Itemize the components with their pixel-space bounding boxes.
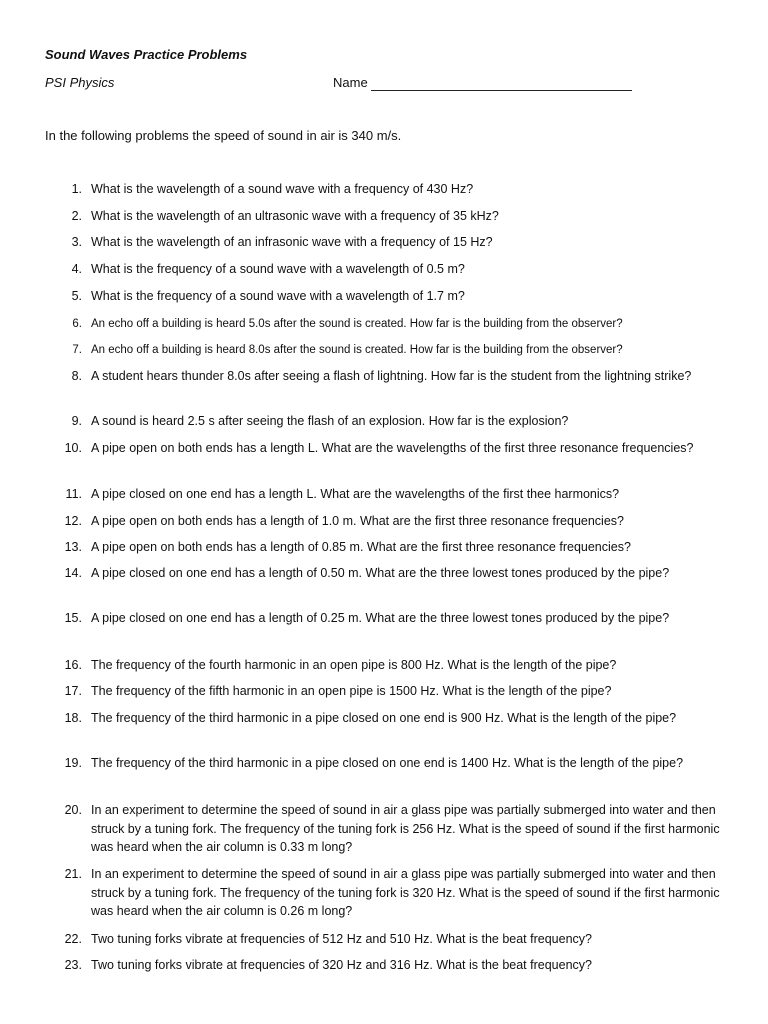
question-text: A pipe closed on one end has a length of 0.50 m. What are the three lowest tones produced by the pipe? xyxy=(91,566,670,580)
name-blank-line xyxy=(371,90,632,91)
question-text: The frequency of the third harmonic in a pipe closed on one end is 900 Hz. What is the length of the pipe? xyxy=(91,711,677,725)
question-text: A pipe closed on one end has a length of 0.25 m. What are the three lowest tones produced by the pipe? xyxy=(91,611,670,625)
question-text: The frequency of the fifth harmonic in an open pipe is 1500 Hz. What is the length of the pipe? xyxy=(91,684,612,698)
question-text: A pipe closed on one end has a length L. What are the wavelengths of the first thee harmonics? xyxy=(91,487,620,501)
question-number: 7. xyxy=(72,344,82,356)
question-number: 21. xyxy=(64,867,82,881)
intro-text: In the following problems the speed of sound in air is 340 m/s. xyxy=(45,128,402,143)
question-number: 20. xyxy=(64,803,82,817)
question-number: 17. xyxy=(64,684,82,698)
question-text: The frequency of the third harmonic in a pipe closed on one end is 1400 Hz. What is the length of the pipe? xyxy=(91,756,684,770)
question-number: 2. xyxy=(71,209,82,223)
question-text: What is the frequency of a sound wave with a wavelength of 0.5 m? xyxy=(91,262,465,276)
question-number: 6. xyxy=(72,318,82,330)
question-text: A pipe open on both ends has a length of 1.0 m. What are the first three resonance frequencies? xyxy=(91,514,624,528)
question-text: What is the frequency of a sound wave with a wavelength of 1.7 m? xyxy=(91,289,465,303)
question-number: 10. xyxy=(64,441,82,455)
question-number: 11. xyxy=(65,487,82,501)
question-text: An echo off a building is heard 8.0s after the sound is created. How far is the building from the observer? xyxy=(91,344,623,356)
question-text: Two tuning forks vibrate at frequencies of 320 Hz and 316 Hz. What is the beat frequency? xyxy=(91,958,592,972)
question-number: 15. xyxy=(64,611,82,625)
question-text: In an experiment to determine the speed of sound in air a glass pipe was partially submerged into water and then struck by a tuning fork. The frequency of the tuning fork is 256 Hz. What is the speed of sound if the first harmonic was heard when the air column is 0.33 m long? xyxy=(91,803,720,854)
question-number: 13. xyxy=(64,540,82,554)
document-title: Sound Waves Practice Problems xyxy=(45,47,248,62)
question-number: 23. xyxy=(64,958,82,972)
question-number: 19. xyxy=(64,756,82,770)
question-text: A sound is heard 2.5 s after seeing the flash of an explosion. How far is the explosion? xyxy=(91,414,569,428)
question-text: Two tuning forks vibrate at frequencies of 512 Hz and 510 Hz. What is the beat frequency? xyxy=(91,932,592,946)
question-number: 8. xyxy=(71,369,82,383)
question-text: An echo off a building is heard 5.0s after the sound is created. How far is the building from the observer? xyxy=(91,318,623,330)
question-text: A student hears thunder 8.0s after seeing a flash of lightning. How far is the student from the lightning strike? xyxy=(91,369,692,383)
question-text: What is the wavelength of a sound wave with a frequency of 430 Hz? xyxy=(91,182,474,196)
question-number: 1. xyxy=(71,182,82,196)
question-number: 18. xyxy=(64,711,82,725)
question-text: A pipe open on both ends has a length of 0.85 m. What are the first three resonance frequencies? xyxy=(91,540,631,554)
question-number: 9. xyxy=(71,414,82,428)
question-number: 12. xyxy=(64,514,82,528)
question-text: A pipe open on both ends has a length L. What are the wavelengths of the first three resonance frequencies? xyxy=(91,441,694,455)
question-number: 5. xyxy=(71,289,82,303)
question-number: 3. xyxy=(71,235,82,249)
question-text: What is the wavelength of an infrasonic wave with a frequency of 15 Hz? xyxy=(91,235,493,249)
question-number: 22. xyxy=(64,932,82,946)
question-number: 14. xyxy=(64,566,82,580)
question-text: What is the wavelength of an ultrasonic wave with a frequency of 35 kHz? xyxy=(91,209,499,223)
course-label: PSI Physics xyxy=(45,75,115,90)
question-number: 16. xyxy=(64,658,82,672)
question-text: In an experiment to determine the speed of sound in air a glass pipe was partially submerged into water and then struck by a tuning fork. The frequency of the tuning fork is 320 Hz. What is the speed of sound if the first harmonic was heard when the air column is 0.26 m long? xyxy=(91,867,720,918)
question-text: The frequency of the fourth harmonic in an open pipe is 800 Hz. What is the length of the pipe? xyxy=(91,658,617,672)
name-label: Name xyxy=(333,75,368,90)
question-number: 4. xyxy=(71,262,82,276)
